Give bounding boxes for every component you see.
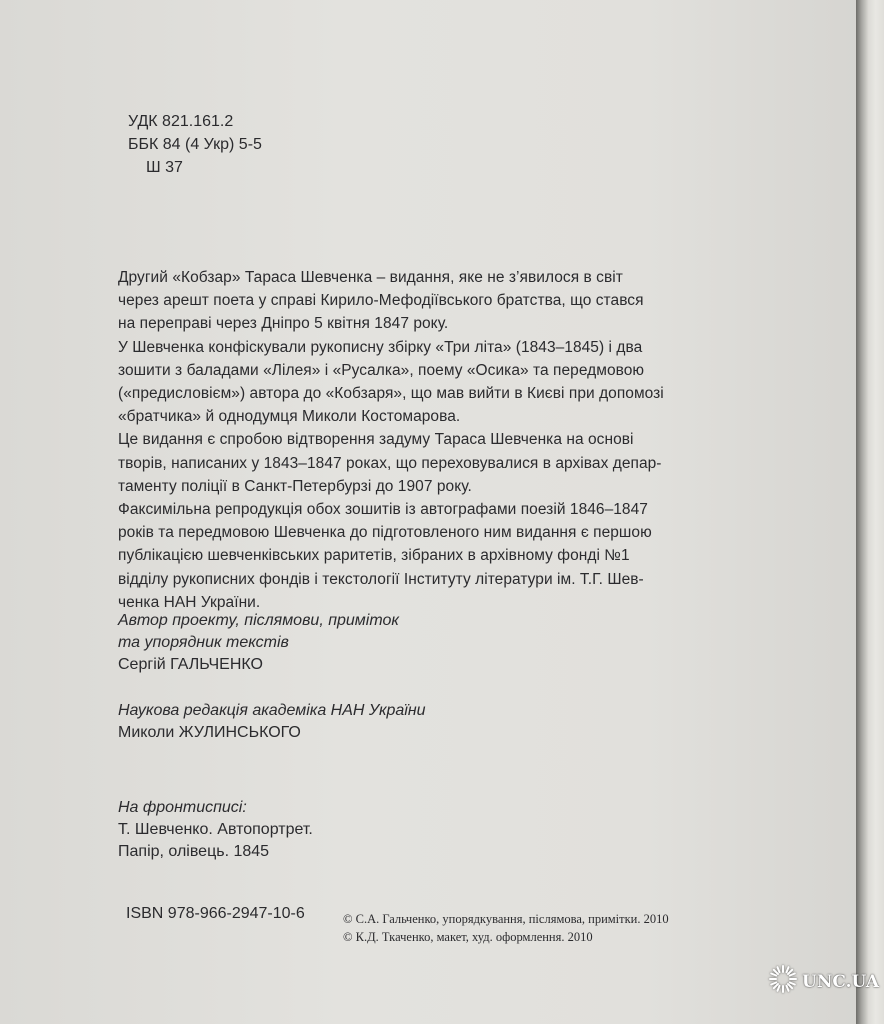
page-edge-shadow	[856, 0, 884, 1024]
annotation-line: відділу рукописних фондів і текстології Інституту літератури ім. Т.Г. Шев-	[118, 570, 644, 588]
bbk-code: ББК 84 (4 Укр) 5-5	[128, 136, 262, 153]
project-author-role: Автор проекту, післямови, приміток	[118, 612, 399, 629]
project-author-block	[118, 610, 399, 676]
catalog-codes	[128, 110, 262, 179]
annotation-line: Другий «Кобзар» Тараса Шевченка – видання, яке не з’явилося в світ	[118, 269, 623, 286]
annotation-line: ченка НАН України.	[118, 593, 261, 611]
annotation-text	[118, 266, 733, 614]
annotation-line: («предисловієм») автора до «Кобзаря», що мав вийти в Києві при допомозі	[118, 385, 664, 403]
copyright-line: © К.Д. Ткаченко, макет, худ. оформлення. 2010	[343, 930, 593, 944]
frontispiece-block	[118, 797, 313, 863]
frontispiece-medium: Папір, олівець. 1845	[118, 843, 270, 860]
annotation-line: Це видання є спробою відтворення задуму Тараса Шевченка на основі	[118, 431, 634, 449]
frontispiece-label: На фронтисписі:	[118, 799, 247, 816]
annotation-line: через арешт поета у справі Кирило-Мефодіївського братства, що стався	[118, 292, 644, 310]
copyright-block	[343, 910, 669, 946]
site-watermark	[768, 964, 879, 999]
annotation-line: Факсимільна репродукція обох зошитів із автографами поезій 1846–1847	[118, 501, 648, 519]
watermark-text: UNC.UA	[802, 971, 880, 992]
udk-code: УДК 821.161.2	[128, 113, 234, 130]
annotation-line: таменту поліції в Санкт-Петербурзі до 1907 року.	[118, 477, 472, 495]
copyright-line: © С.А. Гальченко, упорядкування, післямова, примітки. 2010	[343, 912, 669, 926]
sunburst-logo-icon	[768, 964, 798, 999]
annotation-line: творів, написаних у 1843–1847 роках, що переховувалися в архівах депар-	[118, 454, 662, 472]
scientific-editor-role: Наукова редакція академіка НАН України	[118, 702, 426, 719]
annotation-line: публікацією шевченківських раритетів, зібраних в архівному фонді №1	[118, 547, 630, 565]
project-author-role-continued: та упорядник текстів	[118, 634, 289, 651]
annotation-line: «братчика» й однодумця Миколи Костомарова.	[118, 408, 461, 426]
project-author-name: Сергій ГАЛЬЧЕНКО	[118, 656, 263, 673]
author-sign-code: Ш 37	[146, 159, 183, 176]
annotation-line: на переправі через Дніпро 5 квітня 1847 року.	[118, 315, 449, 333]
isbn-number: ISBN 978-966-2947-10-6	[126, 905, 305, 922]
frontispiece-title: Т. Шевченко. Автопортрет.	[118, 821, 313, 838]
scientific-editor-name: Миколи ЖУЛИНСЬКОГО	[118, 724, 301, 741]
annotation-line: років та передмовою Шевченка до підготовленого ним видання є першою	[118, 524, 652, 542]
annotation-line: зошити з баладами «Лілея» і «Русалка», поему «Осика» та передмовою	[118, 361, 645, 379]
scientific-editor-block	[118, 700, 426, 744]
annotation-line: У Шевченка конфіскували рукописну збірку «Три літа» (1843–1845) і два	[118, 338, 643, 356]
